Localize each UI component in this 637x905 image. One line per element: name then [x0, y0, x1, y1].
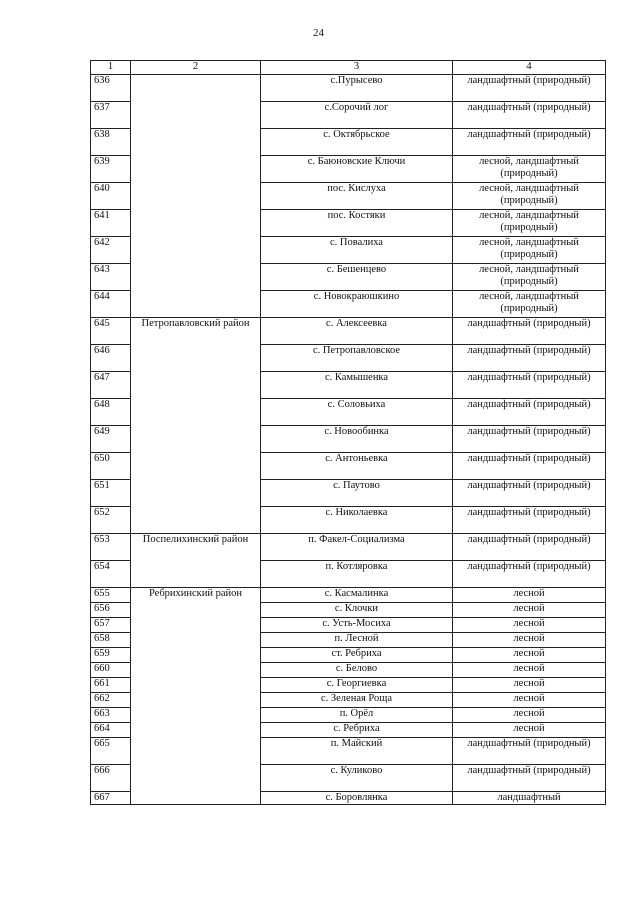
row-number: 657 [91, 617, 131, 632]
landscape-type: ландшафтный (природный) [453, 371, 606, 398]
row-number: 653 [91, 533, 131, 560]
row-number: 641 [91, 209, 131, 236]
landscape-type: ландшафтный [453, 791, 606, 805]
settlement-name: с. Георгиевка [261, 677, 453, 692]
row-number: 636 [91, 74, 131, 101]
landscape-type: лесной, ландшафтный (природный) [453, 290, 606, 317]
row-number: 654 [91, 560, 131, 587]
landscape-type: лесной, ландшафтный (природный) [453, 236, 606, 263]
settlement-name: с. Бешенцево [261, 263, 453, 290]
table-body [91, 74, 606, 805]
landscape-type: ландшафтный (природный) [453, 560, 606, 587]
row-number: 665 [91, 737, 131, 764]
settlement-name: с. Соловьиха [261, 398, 453, 425]
settlement-name: с. Николаевка [261, 506, 453, 533]
landscape-type: ландшафтный (природный) [453, 425, 606, 452]
landscape-type: лесной [453, 722, 606, 737]
settlement-name: п. Котляровка [261, 560, 453, 587]
landscape-type: ландшафтный (природный) [453, 479, 606, 506]
row-number: 666 [91, 764, 131, 791]
row-number: 637 [91, 101, 131, 128]
settlement-name: с. Белово [261, 662, 453, 677]
settlement-name: с. Алексеевка [261, 317, 453, 344]
column-header: 4 [453, 61, 606, 75]
landscape-type: ландшафтный (природный) [453, 398, 606, 425]
row-number: 661 [91, 677, 131, 692]
settlement-name: пос. Кислуха [261, 182, 453, 209]
row-number: 656 [91, 602, 131, 617]
row-number: 667 [91, 791, 131, 805]
settlement-name: с. Паутово [261, 479, 453, 506]
settlement-name: с.Сорочий лог [261, 101, 453, 128]
row-number: 652 [91, 506, 131, 533]
landscape-type: ландшафтный (природный) [453, 764, 606, 791]
row-number: 638 [91, 128, 131, 155]
settlement-name: с. Зеленая Роща [261, 692, 453, 707]
column-header: 3 [261, 61, 453, 75]
landscape-type: ландшафтный (природный) [453, 344, 606, 371]
table-row [91, 587, 606, 602]
row-number: 662 [91, 692, 131, 707]
district-cell [131, 74, 261, 317]
column-header: 2 [131, 61, 261, 75]
district-cell: Поспелихинский район [131, 533, 261, 587]
row-number: 639 [91, 155, 131, 182]
row-number: 644 [91, 290, 131, 317]
row-number: 659 [91, 647, 131, 662]
row-number: 646 [91, 344, 131, 371]
landscape-type: ландшафтный (природный) [453, 452, 606, 479]
landscape-type: лесной [453, 632, 606, 647]
landscape-type: лесной [453, 707, 606, 722]
row-number: 658 [91, 632, 131, 647]
settlement-name: с. Петропавловское [261, 344, 453, 371]
landscape-type: ландшафтный (природный) [453, 128, 606, 155]
settlement-name: с. Новообинка [261, 425, 453, 452]
row-number: 645 [91, 317, 131, 344]
landscape-type: лесной [453, 602, 606, 617]
landscape-type: ландшафтный (природный) [453, 74, 606, 101]
row-number: 651 [91, 479, 131, 506]
row-number: 640 [91, 182, 131, 209]
settlement-name: пос. Костяки [261, 209, 453, 236]
page-number: 24 [313, 27, 324, 39]
landscape-type: лесной [453, 677, 606, 692]
settlement-name: с. Повалиха [261, 236, 453, 263]
landscape-type: ландшафтный (природный) [453, 317, 606, 344]
district-cell: Петропавловский район [131, 317, 261, 533]
settlement-name: с. Боровлянка [261, 791, 453, 805]
settlement-name: с. Октябрьское [261, 128, 453, 155]
settlement-name: с. Камышенка [261, 371, 453, 398]
landscape-type: лесной, ландшафтный (природный) [453, 182, 606, 209]
table-header-row [91, 61, 606, 75]
table-row [91, 533, 606, 560]
row-number: 643 [91, 263, 131, 290]
landscape-type: лесной [453, 587, 606, 602]
row-number: 664 [91, 722, 131, 737]
landscape-type: ландшафтный (природный) [453, 533, 606, 560]
landscape-type: ландшафтный (природный) [453, 506, 606, 533]
landscape-type: ландшафтный (природный) [453, 737, 606, 764]
settlement-name: с. Касмалинка [261, 587, 453, 602]
settlements-table [90, 60, 606, 805]
settlement-name: с. Ребриха [261, 722, 453, 737]
settlement-name: п. Орёл [261, 707, 453, 722]
row-number: 648 [91, 398, 131, 425]
landscape-type: лесной [453, 647, 606, 662]
settlement-name: п. Факел-Социализма [261, 533, 453, 560]
landscape-type: лесной [453, 617, 606, 632]
settlement-name: с. Клочки [261, 602, 453, 617]
row-number: 663 [91, 707, 131, 722]
settlement-name: с. Куликово [261, 764, 453, 791]
landscape-type: лесной, ландшафтный (природный) [453, 263, 606, 290]
settlement-name: с.Пурысево [261, 74, 453, 101]
settlement-name: ст. Ребриха [261, 647, 453, 662]
row-number: 642 [91, 236, 131, 263]
row-number: 650 [91, 452, 131, 479]
settlement-name: п. Майский [261, 737, 453, 764]
landscape-type: лесной [453, 662, 606, 677]
landscape-type: лесной, ландшафтный (природный) [453, 155, 606, 182]
settlement-name: с. Усть-Мосиха [261, 617, 453, 632]
landscape-type: лесной [453, 692, 606, 707]
settlement-name: с. Новокраюшкино [261, 290, 453, 317]
settlement-name: с. Баюновские Ключи [261, 155, 453, 182]
table-row [91, 74, 606, 101]
table-row [91, 317, 606, 344]
row-number: 660 [91, 662, 131, 677]
column-header: 1 [91, 61, 131, 75]
settlement-name: п. Лесной [261, 632, 453, 647]
landscape-type: ландшафтный (природный) [453, 101, 606, 128]
row-number: 655 [91, 587, 131, 602]
settlement-name: с. Антоньевка [261, 452, 453, 479]
row-number: 649 [91, 425, 131, 452]
district-cell: Ребрихинский район [131, 587, 261, 805]
row-number: 647 [91, 371, 131, 398]
landscape-type: лесной, ландшафтный (природный) [453, 209, 606, 236]
